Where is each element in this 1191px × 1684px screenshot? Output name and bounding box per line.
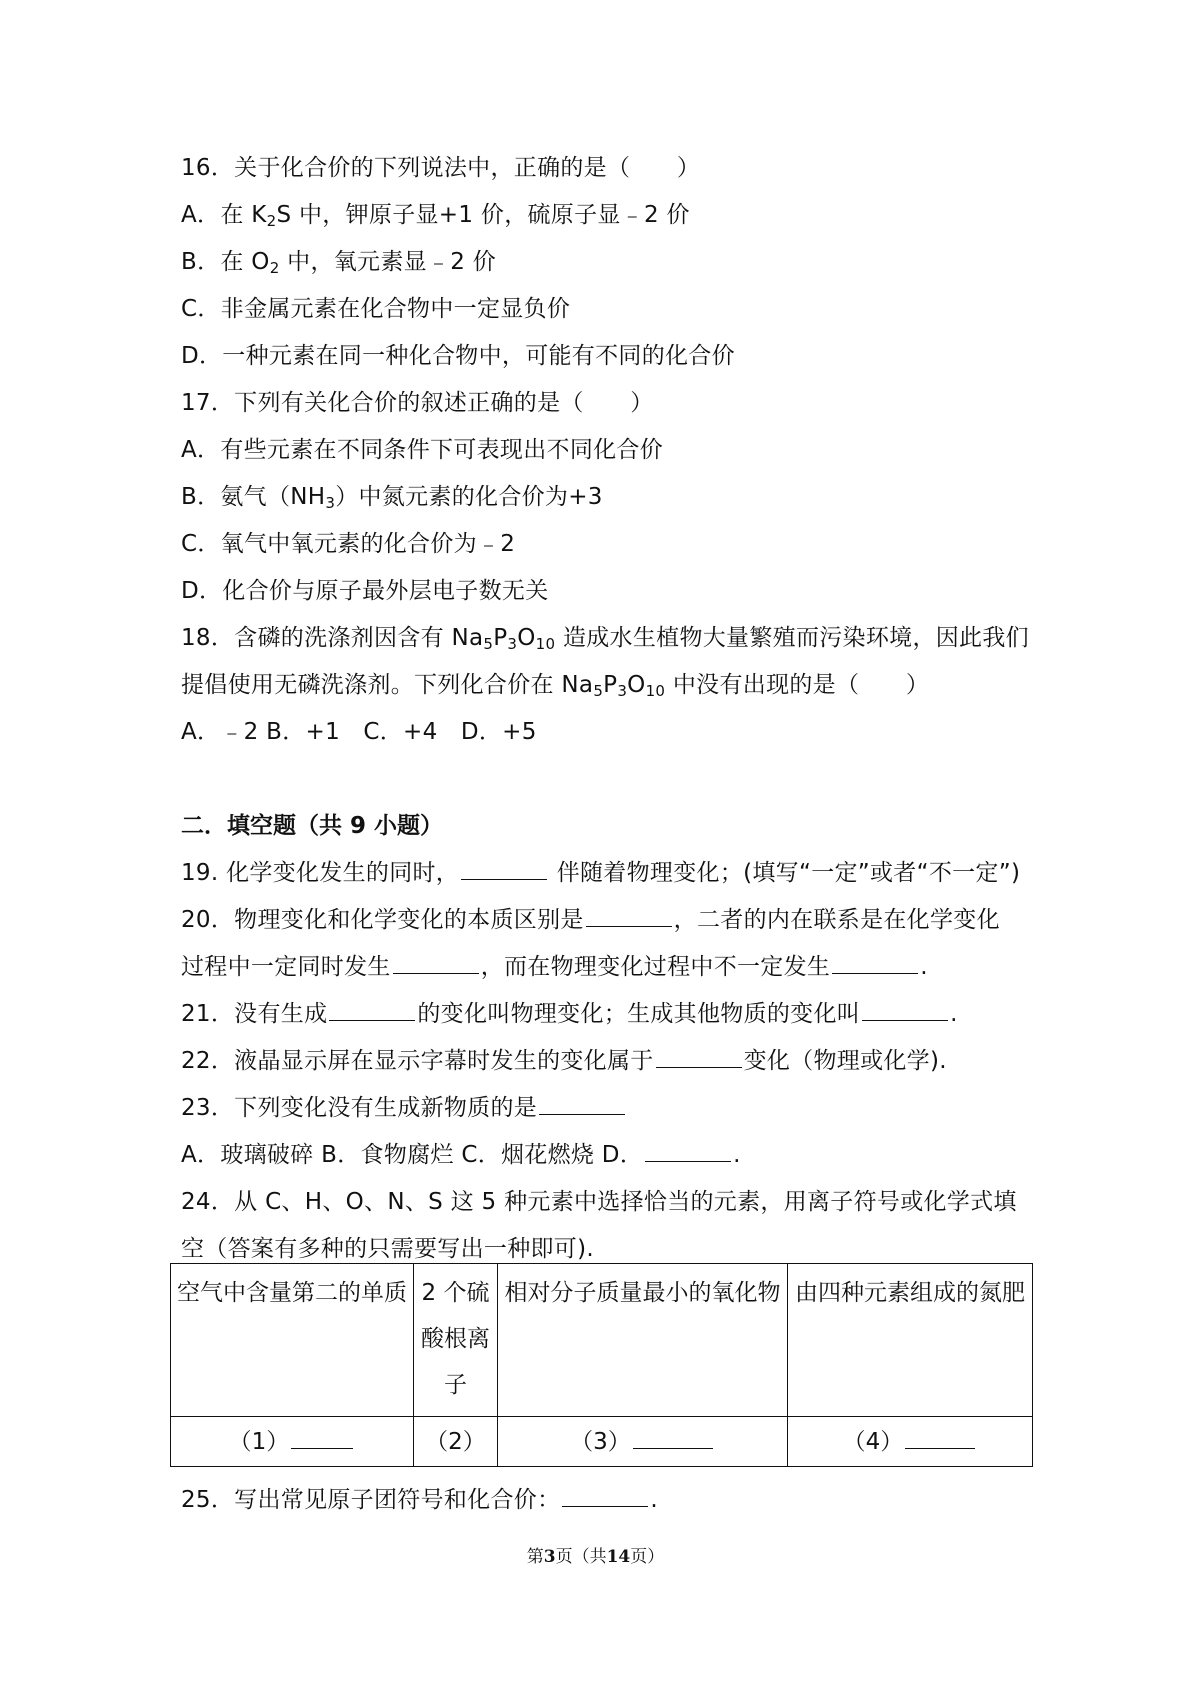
q20-l1-post: ，二者的内在联系是在化学变化 bbox=[673, 907, 1000, 933]
table-answer-cell bbox=[788, 1417, 1033, 1467]
q20-l2-pre: 过程中一定同时发生 bbox=[181, 954, 391, 980]
q16-option-a bbox=[181, 199, 690, 231]
q25-post: . bbox=[650, 1487, 658, 1513]
q16-stem: 16．关于化合价的下列说法中，正确的是（ ） bbox=[181, 155, 701, 181]
q16-option-d: D．一种元素在同一种化合物中，可能有不同的化合价 bbox=[181, 343, 735, 369]
table-header-row bbox=[171, 1264, 1033, 1417]
q18-p2: P bbox=[603, 672, 618, 698]
q18-sub-3: 3 bbox=[507, 635, 518, 653]
section-heading: 二．填空题（共 9 小题） bbox=[181, 813, 444, 839]
answer-blank-3[interactable] bbox=[633, 1428, 713, 1449]
q20-line1 bbox=[181, 904, 1000, 936]
table-answer-row bbox=[171, 1417, 1033, 1467]
footer-page: 3 bbox=[543, 1547, 556, 1567]
q21-blank-1[interactable] bbox=[329, 1000, 415, 1021]
q16-b-sub: 2 bbox=[269, 259, 280, 277]
q20-l2-mid: ，而在物理变化过程中不一定发生 bbox=[480, 954, 831, 980]
q23-blank-2[interactable] bbox=[645, 1141, 731, 1162]
q16-a-pre: A．在 K bbox=[181, 202, 267, 228]
q18-sub2-10: 10 bbox=[645, 682, 666, 700]
q20-blank-2[interactable] bbox=[393, 953, 479, 974]
q17-b-post: ）中氮元素的化合价为+3 bbox=[335, 484, 603, 510]
q23-blank-1[interactable] bbox=[539, 1094, 625, 1115]
q24-line2: 空（答案有多种的只需要写出一种即可). bbox=[181, 1236, 594, 1262]
q25-pre: 25．写出常见原子团符号和化合价： bbox=[181, 1487, 561, 1513]
q16-a-sub: 2 bbox=[266, 212, 277, 230]
table-header-cell: 相对分子质量最小的氧化物 bbox=[498, 1264, 788, 1417]
q22 bbox=[181, 1045, 947, 1077]
q21-pre: 21．没有生成 bbox=[181, 1001, 328, 1027]
q23-stem bbox=[181, 1092, 627, 1124]
q18-line2 bbox=[181, 669, 929, 701]
q17-option-d: D．化合价与原子最外层电子数无关 bbox=[181, 578, 549, 604]
q20-l2-post: . bbox=[920, 954, 928, 980]
q18-sub2-5: 5 bbox=[593, 682, 604, 700]
q18-line1 bbox=[181, 622, 1029, 654]
q17-option-b bbox=[181, 481, 603, 513]
q18-l2-post: 中没有出现的是（ ） bbox=[665, 672, 930, 698]
q18-options: A．﹣2 B．+1 C．+4 D．+5 bbox=[181, 719, 537, 745]
q24-line1: 24．从 C、H、O、N、S 这 5 种元素中选择恰当的元素，用离子符号或化学式填 bbox=[181, 1189, 1017, 1215]
answer-label: （2） bbox=[425, 1428, 486, 1455]
q23-stem-text: 23．下列变化没有生成新物质的是 bbox=[181, 1095, 538, 1121]
q16-option-c: C．非金属元素在化合物中一定显负价 bbox=[181, 296, 571, 322]
q16-option-b bbox=[181, 246, 496, 278]
q22-blank[interactable] bbox=[656, 1047, 742, 1068]
answer-label: （4） bbox=[842, 1428, 904, 1455]
q18-o2: O bbox=[627, 672, 646, 698]
q17-option-c: C．氧气中氧元素的化合价为﹣2 bbox=[181, 531, 516, 557]
q18-sub-10: 10 bbox=[535, 635, 556, 653]
q16-b-post: 中，氧元素显﹣2 价 bbox=[279, 249, 497, 275]
q20-blank-3[interactable] bbox=[832, 953, 918, 974]
footer-post: 页） bbox=[630, 1547, 665, 1567]
q18-p: P bbox=[493, 625, 508, 651]
answer-label: （1） bbox=[228, 1428, 290, 1455]
answer-blank-4[interactable] bbox=[905, 1428, 975, 1449]
q21-mid: 的变化叫物理变化；生成其他物质的变化叫 bbox=[417, 1001, 861, 1027]
table-header-cell: 2 个硫酸根离子 bbox=[414, 1264, 498, 1417]
q21-post: . bbox=[950, 1001, 958, 1027]
q20-l1-pre: 20．物理变化和化学变化的本质区别是 bbox=[181, 907, 584, 933]
q20-blank-1[interactable] bbox=[586, 906, 672, 927]
answer-blank-1[interactable] bbox=[291, 1428, 353, 1449]
answer-label: （3） bbox=[570, 1428, 631, 1455]
q19-pre: 19. 化学变化发生的同时， bbox=[181, 860, 460, 886]
q20-line2 bbox=[181, 951, 928, 983]
table-answer-cell bbox=[171, 1417, 414, 1467]
q18-o: O bbox=[517, 625, 536, 651]
q21-blank-2[interactable] bbox=[862, 1000, 948, 1021]
table-header-cell: 由四种元素组成的氮肥 bbox=[788, 1264, 1033, 1417]
q17-b-sub: 3 bbox=[325, 494, 336, 512]
q18-l1-pre: 18．含磷的洗涤剂因含有 Na bbox=[181, 625, 484, 651]
q17-stem: 17．下列有关化合价的叙述正确的是（ ） bbox=[181, 390, 654, 416]
footer-total: 14 bbox=[606, 1547, 631, 1567]
q23-options bbox=[181, 1139, 741, 1171]
footer-pre: 第 bbox=[526, 1547, 544, 1567]
q17-b-pre: B．氨气（NH bbox=[181, 484, 326, 510]
table-header-cell: 空气中含量第二的单质 bbox=[171, 1264, 414, 1417]
q22-post: 变化（物理或化学). bbox=[743, 1048, 947, 1074]
q24-table bbox=[170, 1263, 1033, 1467]
table-answer-cell bbox=[498, 1417, 788, 1467]
q19-post: 伴随着物理变化；(填写“一定”或者“不一定”) bbox=[549, 860, 1021, 886]
q18-sub-5: 5 bbox=[483, 635, 494, 653]
q23-end: . bbox=[733, 1142, 741, 1168]
q21 bbox=[181, 998, 958, 1030]
q19 bbox=[181, 857, 1020, 889]
page-footer bbox=[0, 1542, 1191, 1567]
q23-options-text: A．玻璃破碎 B．食物腐烂 C．烟花燃烧 D． bbox=[181, 1142, 644, 1168]
footer-mid: 页（共 bbox=[555, 1547, 607, 1567]
q25 bbox=[181, 1484, 658, 1516]
q18-l1-post: 造成水生植物大量繁殖而污染环境，因此我们 bbox=[555, 625, 1029, 651]
q22-pre: 22．液晶显示屏在显示字幕时发生的变化属于 bbox=[181, 1048, 654, 1074]
table-answer-cell bbox=[414, 1417, 498, 1467]
q17-option-a: A．有些元素在不同条件下可表现出不同化合价 bbox=[181, 437, 664, 463]
q18-sub2-3: 3 bbox=[617, 682, 628, 700]
q19-blank[interactable] bbox=[461, 859, 547, 880]
q25-blank[interactable] bbox=[562, 1486, 648, 1507]
q16-b-pre: B．在 O bbox=[181, 249, 270, 275]
q18-l2-pre: 提倡使用无磷洗涤剂。下列化合价在 Na bbox=[181, 672, 594, 698]
q16-a-post: S 中，钾原子显+1 价，硫原子显﹣2 价 bbox=[276, 202, 690, 228]
